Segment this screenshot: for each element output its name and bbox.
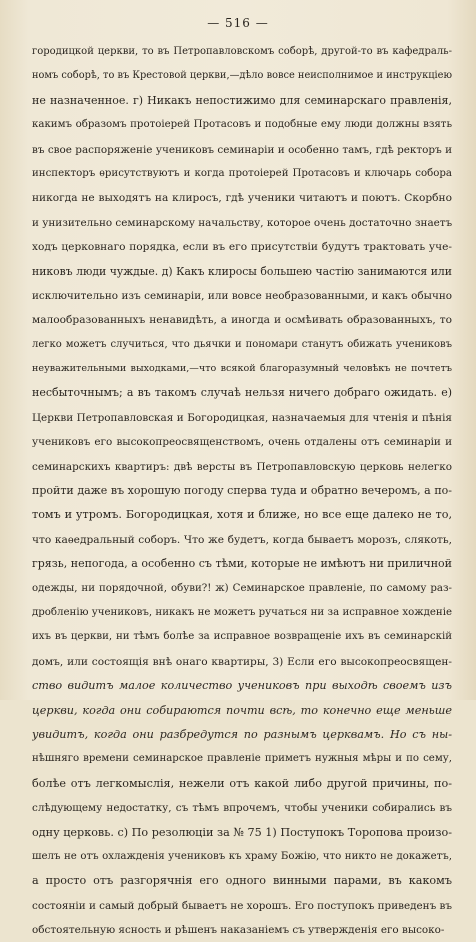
- text-line: состоянiи и самый добрый бываетъ не хорошъ. Его поступокъ приведенъ въ: [32, 899, 452, 912]
- text-line: не назначенное. г) Никакъ непостижимо для семинарскаго правленiя,: [32, 93, 452, 107]
- text-line: слѣдующему недостатку, съ тѣмъ впрочемъ, чтобы ученики собирались въ: [32, 802, 452, 815]
- text-line: томъ и утромъ. Богородицкая, хотя и ближе, но все еще далеко не то,: [32, 508, 452, 522]
- text-line: номъ соборѣ, то въ Крестовой церкви,—дѣло вовсе неисполнимое и инструкцiею: [32, 70, 452, 82]
- italic-text: церкви, когда они собираются почти всѣ, то конечно еще меньше: [32, 703, 452, 717]
- text-line-italic: [32, 699, 452, 723]
- text-line: шелъ не отъ охлажденiя учениковъ къ храму Божiю, что никто не докажетъ,: [32, 850, 452, 862]
- italic-text: увидитъ, когда они разбредутся по разнымъ церквамъ. Но съ ны-: [32, 727, 452, 741]
- text-line: и унизительно семинарскому начальству, которое очень достаточно знаетъ: [32, 216, 452, 229]
- text-line: инспекторъ ѳрисутствуютъ и когда протоiерей Протасовъ и ключарь собора: [32, 167, 452, 179]
- text-line: какимъ образомъ протоiерей Протасовъ и подобные ему люди должны взять: [32, 119, 452, 131]
- text-line: городицкой церкви, то въ Петропавловскомъ соборѣ, другой-то въ кафедраль-: [32, 46, 452, 57]
- text-line: что каѳедральный соборъ. Что же будетъ, когда бываетъ морозъ, слякоть,: [32, 533, 452, 546]
- text-line: обстоятельную ясность и рѣшенъ наказанiемъ съ утвержденiя его высоко-: [32, 924, 445, 937]
- text-line: домъ, или состоящiя внѣ онаго квартиры, 3) Если его высокопреосвящен-: [32, 655, 452, 668]
- text-line: дробленiю учениковъ, никакъ не можетъ ручаться ни за исправное хожденiе: [32, 606, 452, 618]
- text-line: несбыточнымъ; а въ такомъ случаѣ нельзя ничего добраго ожидать. е): [32, 386, 452, 400]
- text-line: ходъ церковнаго порядка, если въ его присутствiи будутъ трактовать уче-: [32, 241, 452, 254]
- text-line: пройти даже въ хорошую погоду сперва туда и обратно вечеромъ, а по-: [32, 484, 452, 498]
- text-line: семинарскихъ квартиръ: двѣ версты въ Петропавловскую церковь нелегко: [32, 460, 452, 473]
- text-line: учениковъ его высокопреосвященствомъ, очень отдалены отъ семинарiи и: [32, 436, 452, 449]
- text-line: въ свое распоряженiе учениковъ семинарiи и особенно тамъ, гдѣ ректоръ и: [32, 143, 452, 156]
- text-line: одну церковь. с) По резолюцiи за № 75 1) Поступокъ Торопова произо-: [32, 825, 452, 839]
- text-line-italic: [32, 674, 452, 698]
- text-line: легко можетъ случиться, что дьячки и пономари станутъ обижать учениковъ: [32, 338, 452, 350]
- text-line: грязь, непогода, а особенно съ тѣми, которые не имѣютъ ни приличной: [32, 557, 452, 571]
- body-text: [32, 40, 452, 942]
- page-number: — 516 —: [207, 16, 269, 30]
- text-line: никовъ люди чуждые. д) Какъ клиросы большею частiю занимаются или: [32, 264, 452, 278]
- text-line: а просто отъ разгорячнiя его одного винными парами, въ какомъ: [32, 874, 452, 888]
- text-line: Церкви Петропавловская и Богородицкая, назначаемыя для чтенiя и пѣнiя: [32, 411, 452, 424]
- text-line: нѣшняго времени семинарское правленiе приметъ нужныя мѣры и по сему,: [32, 753, 452, 765]
- text-line: одежды, ни порядочной, обуви?! ж) Семинарское правленiе, по самому раз-: [32, 582, 452, 594]
- text-line: никогда не выходятъ на клиросъ, гдѣ ученики читаютъ и поютъ. Скорбно: [32, 192, 452, 205]
- text-line: малообразованныхъ ненавидѣть, а иногда и осмѣивать образованныхъ, то: [32, 314, 452, 327]
- text-line: ихъ въ церкви, ни тѣмъ болѣе за исправное возвращенiе ихъ въ семинарскiй: [32, 631, 452, 643]
- text-line: неуважительными выходками,—что всякой благоразумный человѣкъ не почтетъ: [32, 363, 452, 375]
- text-line: болѣе отъ легкомыслiя, нежели отъ какой либо другой причины, по-: [32, 776, 452, 790]
- text-line-italic: [32, 723, 452, 747]
- italic-text: ство видитъ малое количество учениковъ при выходѣ своемъ изъ: [32, 679, 452, 693]
- text-line: исключительно изъ семинарiи, или вовсе необразованными, и какъ обычно: [32, 289, 452, 302]
